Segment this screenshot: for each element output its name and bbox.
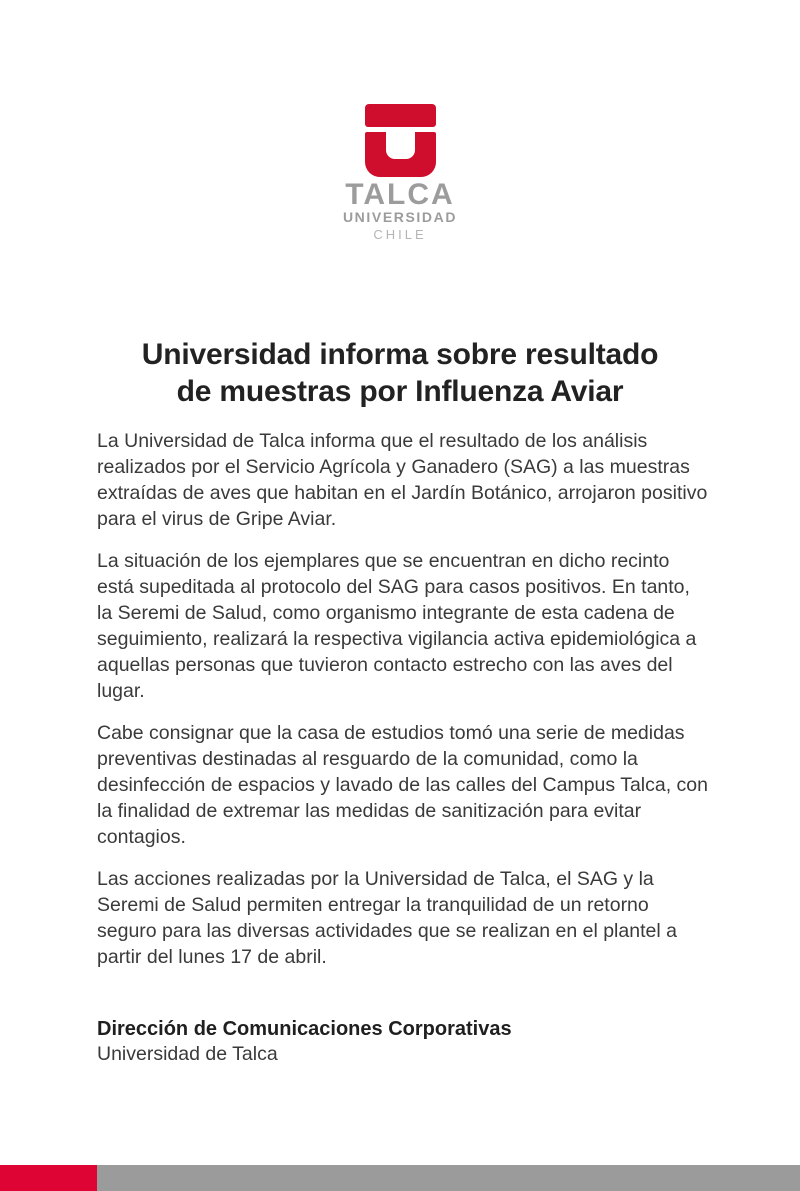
body-paragraph: Las acciones realizadas por la Universidad de Talca, el SAG y la Seremi de Salud permiten entregar la tranquilidad de un retorno seguro para las diversas actividades que se realizan en el plantel a partir del lunes 17 de abril. — [97, 868, 677, 968]
footer-bar — [0, 1165, 800, 1191]
announcement-body — [97, 428, 709, 970]
university-logo — [0, 104, 800, 242]
signature-department: Dirección de Comunicaciones Corporativas — [97, 1018, 512, 1040]
title-line-2: de muestras por Influenza Aviar — [176, 375, 624, 409]
signature-block — [97, 1016, 709, 1067]
logo-mark-body — [365, 132, 436, 177]
body-paragraph: La Universidad de Talca informa que el resultado de los análisis realizados por el Servicio Agrícola y Ganadero (SAG) a las muestras extraídas de aves que habitan en el Jardín Botánico, arrojaron positivo para el virus de Gripe Aviar. — [97, 430, 708, 530]
title-line-1: Universidad informa sobre resultado — [141, 338, 659, 372]
utalca-u-mark-icon — [365, 104, 436, 177]
footer-bar-gray-segment — [97, 1165, 800, 1191]
signature-institution: Universidad de Talca — [97, 1043, 278, 1065]
logo-subtitle: UNIVERSIDAD — [342, 209, 458, 225]
logo-wordmark: TALCA — [345, 178, 455, 211]
logo-mark-notch — [386, 132, 415, 159]
logo-mark-top-bar — [365, 104, 436, 127]
logo-country: CHILE — [373, 227, 427, 242]
body-paragraph: Cabe consignar que la casa de estudios tomó una serie de medidas preventivas destinadas al resguardo de la comunidad, como la desinfección de espacios y lavado de las calles del Campus Talca, con la finalidad de extremar las medidas de sanitización para evitar contagios. — [97, 722, 708, 848]
body-paragraph: La situación de los ejemplares que se encuentran en dicho recinto está supeditada al protocolo del SAG para casos positivos. En tanto, la Seremi de Salud, como organismo integrante de esta cadena de seguimiento, realizará la respectiva vigilancia activa epidemiológica a aquellas personas que tuvieron contacto estrecho con las aves del lugar. — [97, 550, 697, 702]
page-title — [40, 336, 760, 410]
footer-bar-red-segment — [0, 1165, 97, 1191]
